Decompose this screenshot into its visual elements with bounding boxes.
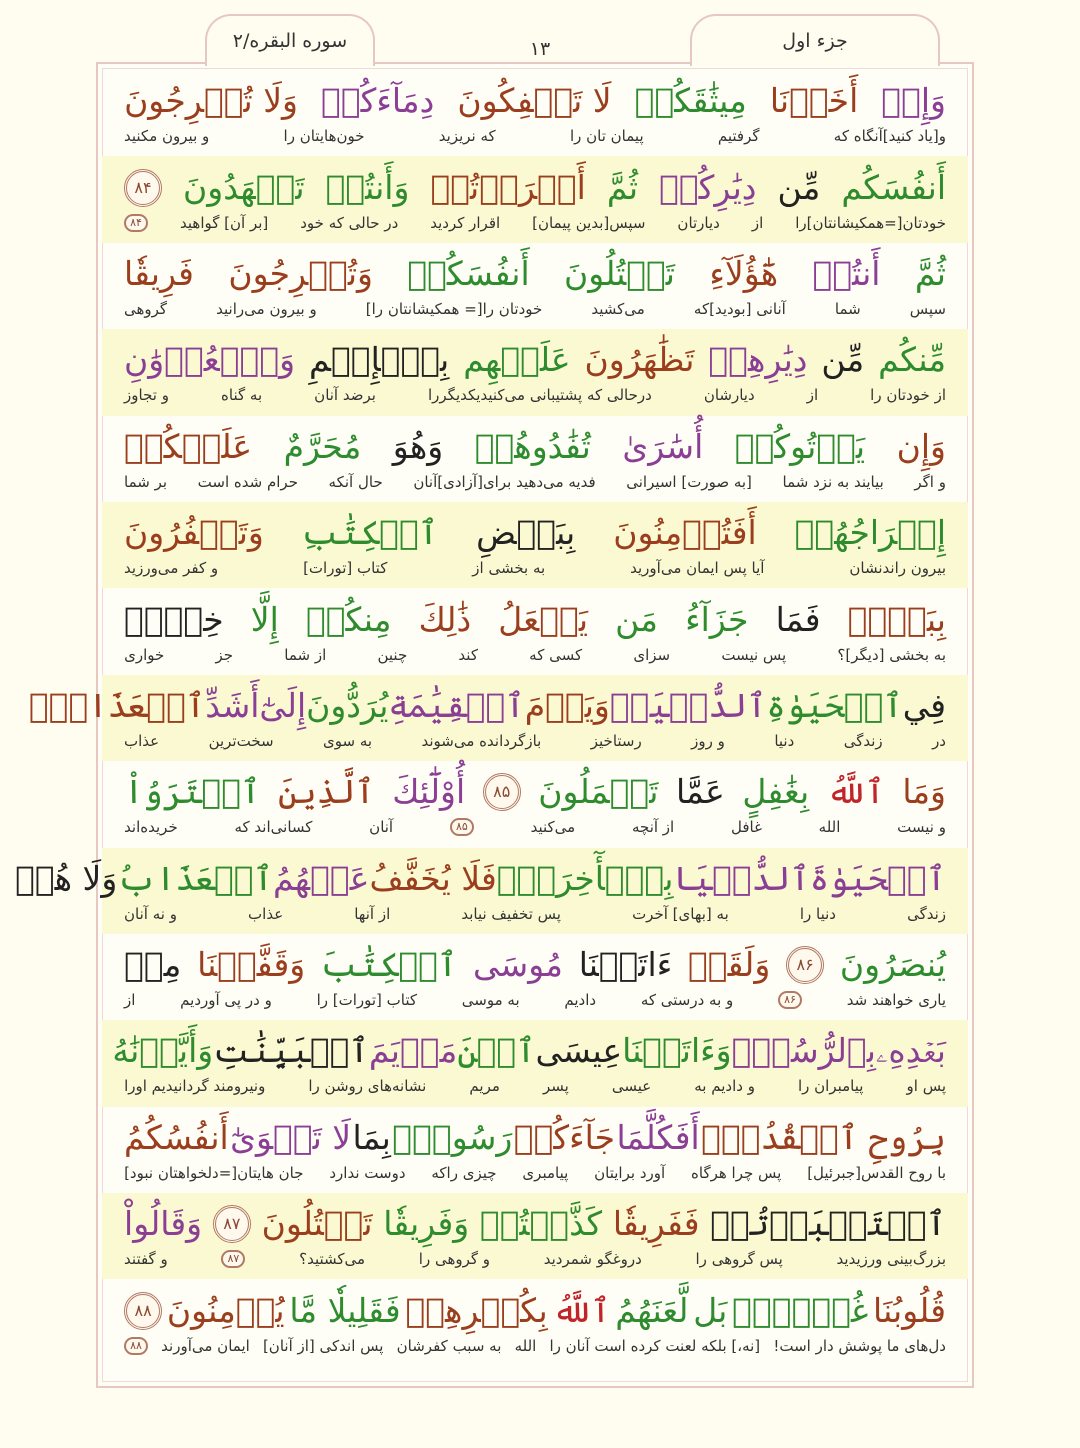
translation-word: دوست ندارد xyxy=(329,1163,406,1182)
arabic-word: فَلَا يُخَفَّفُ xyxy=(369,858,497,898)
arabic-line xyxy=(124,78,946,124)
translation-word: الله xyxy=(818,818,841,837)
translation-line xyxy=(124,988,946,1012)
translation-word: کتاب [تورات] را xyxy=(316,991,418,1010)
translation-word: با روح القدس[جبرئیل] xyxy=(807,1163,946,1182)
translation-word: به سبب کفرشان xyxy=(396,1336,502,1355)
translation-word: فدیه می‌دهید برای[آزادی]آنان xyxy=(413,472,596,491)
verse-row xyxy=(102,761,968,847)
arabic-word: لَا تَهۡوَىٰٓ xyxy=(230,1117,352,1157)
arabic-line xyxy=(124,510,946,556)
translation-word: بازگردانده می‌شوند xyxy=(421,731,542,750)
arabic-word: ٱللَّهُ xyxy=(552,1290,611,1330)
arabic-word: بِمَا xyxy=(352,1117,391,1157)
translation-word: حرام شده است xyxy=(197,472,298,491)
translation-word: کتاب [تورات] xyxy=(303,559,388,578)
arabic-word: بِبَعۡضِ xyxy=(476,513,576,553)
juz-tab xyxy=(690,14,940,66)
verse-row xyxy=(102,1279,968,1365)
translation-word: سپس xyxy=(909,299,946,318)
translation-word: دادیم xyxy=(564,991,597,1010)
translation-word: [بر آن] گواهید xyxy=(180,213,269,232)
arabic-word: بَل xyxy=(693,1290,728,1330)
translation-line xyxy=(124,211,946,235)
verse-row xyxy=(102,243,968,329)
arabic-word: أُسَٰرَىٰ xyxy=(622,426,704,466)
arabic-word: وَإِن xyxy=(896,426,946,466)
arabic-word: أَنفُسُكُمُ xyxy=(124,1117,229,1157)
arabic-word: ءَاتَيۡنَا xyxy=(578,945,673,985)
translation-line xyxy=(124,1334,946,1358)
translation-word: به بخشی [دیگر]؟ xyxy=(837,645,946,664)
arabic-word: قُلُوبُنَا xyxy=(873,1290,946,1330)
surah-label: سوره البقره/۲ xyxy=(232,30,348,52)
ayah-number-small: ۸۶ xyxy=(778,991,802,1009)
translation-word: بیرون راندنشان xyxy=(849,559,946,578)
arabic-word: يَأۡتُوكُمۡ xyxy=(734,426,866,466)
arabic-word: يَفۡعَلُ xyxy=(498,599,588,639)
arabic-word: إِلَّا xyxy=(250,599,279,639)
translation-word: از xyxy=(806,386,819,405)
arabic-word: ٱلدُّنۡيَا xyxy=(673,858,810,898)
arabic-word: غُلۡفُۢۚ xyxy=(732,1290,869,1330)
translation-word: می‌کشتید؟ xyxy=(299,1250,366,1269)
arabic-word: دِيَٰرِهِمۡ xyxy=(708,340,808,380)
translation-word: و کفر می‌ورزید xyxy=(124,559,219,578)
translation-word: می‌کنید xyxy=(530,818,576,837)
arabic-word: مَرۡيَمَ xyxy=(368,1031,458,1071)
arabic-word: عَلَيۡكُمۡ xyxy=(124,426,253,466)
arabic-word: تَعۡمَلُونَ xyxy=(538,772,659,812)
translation-word: حال آنکه xyxy=(328,472,383,491)
arabic-word: وَفَرِيقٗا xyxy=(383,1204,470,1244)
arabic-word: ٱلۡكِتَٰبِ xyxy=(301,513,439,553)
arabic-word: وَمَا xyxy=(902,772,946,812)
translation-word: گرفتیم xyxy=(717,127,760,146)
translation-word: و دادیم به xyxy=(694,1077,755,1096)
arabic-word: بِٱلۡأٓخِرَةِۖ xyxy=(496,858,674,898)
translation-word: می‌کشید xyxy=(591,299,645,318)
translation-word: به بخشی از xyxy=(472,559,546,578)
translation-word: در حالی که خود xyxy=(300,213,399,232)
arabic-word: وَقَفَّيۡنَا xyxy=(197,945,306,985)
ayah-number-marker: ۸۵ xyxy=(483,773,521,811)
arabic-line xyxy=(124,1288,946,1334)
arabic-word: يُرَدُّونَ xyxy=(306,685,389,725)
translation-line xyxy=(124,1247,946,1271)
translation-word: نشانه‌های روشن را xyxy=(308,1077,427,1096)
translation-word: الله xyxy=(514,1336,537,1355)
arabic-word: وَلَا تُخۡرِجُونَ xyxy=(124,81,298,121)
translation-word: چیزی راکه xyxy=(431,1163,497,1182)
translation-word: غافل xyxy=(730,818,762,837)
arabic-word: أَنتُمۡ xyxy=(812,253,881,293)
translation-word: از xyxy=(124,991,136,1010)
translation-line xyxy=(124,297,946,321)
arabic-word: ٱبۡنَ xyxy=(457,1031,536,1071)
translation-word: و[یاد کنید]آنگاه که xyxy=(833,127,946,146)
translation-line xyxy=(124,556,946,580)
arabic-word: ٱللَّهُ xyxy=(826,772,885,812)
verse-row xyxy=(102,1107,968,1193)
arabic-word: وَءَاتَيۡنَا xyxy=(622,1031,732,1071)
translation-word: از شما xyxy=(284,645,327,664)
arabic-word: مَن xyxy=(615,599,658,639)
translation-word: دروغگو شمردید xyxy=(543,1250,642,1269)
arabic-word: ٱلۡعَذَابِۗ xyxy=(28,685,206,725)
translation-word: پس اندکی [از آنان] xyxy=(262,1336,384,1355)
arabic-word: بِغَٰفِلٍ xyxy=(742,772,810,812)
translation-word: دیارتان xyxy=(677,213,720,232)
ayah-number-marker: ۸۷ xyxy=(213,1205,251,1243)
arabic-word: أَنفُسَكُمۡ xyxy=(407,253,530,293)
verse-row xyxy=(102,156,968,242)
arabic-word: مِّن xyxy=(777,167,821,207)
translation-word: و تجاوز xyxy=(124,386,169,405)
arabic-word: أَقۡرَرۡتُمۡ xyxy=(430,167,586,207)
translation-word: یاری خواهند شد xyxy=(846,991,946,1010)
arabic-word: وَلَا هُمۡ xyxy=(15,858,118,898)
translation-word: پس گروهی را xyxy=(695,1250,783,1269)
translation-word: زندگی xyxy=(907,904,946,923)
arabic-word: وَلَقَدۡ xyxy=(688,945,771,985)
translation-line xyxy=(124,815,946,839)
arabic-word: ٱلۡحَيَوٰةِ xyxy=(766,685,903,725)
surah-tab xyxy=(205,14,375,66)
juz-label: جزء اول xyxy=(782,30,848,52)
translation-line xyxy=(124,643,946,667)
arabic-word: أَفَكُلَّمَا xyxy=(616,1117,700,1157)
translation-line xyxy=(124,124,946,148)
ayah-number-marker: ۸۴ xyxy=(124,169,162,207)
translation-line xyxy=(124,1074,946,1098)
translation-word: بیایند به نزد شما xyxy=(782,472,884,491)
arabic-word: تَقۡتُلُونَ xyxy=(261,1204,373,1244)
arabic-word: فَفَرِيقٗا xyxy=(612,1204,700,1244)
translation-word: و روز xyxy=(691,731,725,750)
arabic-word: وَإِذۡ xyxy=(881,81,946,121)
arabic-line xyxy=(124,251,946,297)
translation-word: سزای xyxy=(633,645,671,664)
verse-row xyxy=(28,675,968,761)
arabic-word: وَٱلۡعُدۡوَٰنِ xyxy=(124,340,296,380)
arabic-word: لَّعَنَهُمُ xyxy=(615,1290,689,1330)
arabic-word: رَسُولُۢ xyxy=(392,1117,513,1157)
ayah-number-marker: ۸۸ xyxy=(124,1292,162,1330)
arabic-word: ٱلۡبَيِّنَٰتِ xyxy=(213,1031,369,1071)
translation-word: ایمان می‌آورند xyxy=(161,1336,250,1355)
arabic-line xyxy=(124,942,946,988)
translation-word: به گناه xyxy=(221,386,263,405)
translation-word: و بیرون مکنید xyxy=(124,127,210,146)
arabic-word: دِمَآءَكُمۡ xyxy=(321,81,435,121)
arabic-word: مُوسَى xyxy=(473,945,563,985)
arabic-word: وَهُوَ xyxy=(392,426,444,466)
arabic-word: جَزَآءُ xyxy=(685,599,749,639)
arabic-word: مِنۢ xyxy=(124,945,182,985)
translation-word: گروهی xyxy=(124,299,168,318)
arabic-word: فَرِيقٗا xyxy=(124,253,194,293)
translation-word: به سوی xyxy=(323,731,373,750)
arabic-line xyxy=(124,165,946,211)
translation-word: عذاب xyxy=(124,731,160,750)
page-number: ۱۳ xyxy=(529,38,551,60)
arabic-word: أَفَتُؤۡمِنُونَ xyxy=(613,513,757,553)
translation-word: و گروهی را xyxy=(418,1250,491,1269)
translation-word: و نه آنان xyxy=(124,904,177,923)
translation-word: عیسی xyxy=(611,1077,652,1096)
arabic-word: إِخۡرَاجُهُمۡ xyxy=(794,513,946,553)
ayah-number-marker: ۸۶ xyxy=(786,946,824,984)
arabic-word: يُنصَرُونَ xyxy=(839,945,946,985)
translation-word: سپس[بدین پیمان] xyxy=(532,213,646,232)
arabic-word: أُوْلَٰٓئِكَ xyxy=(392,772,466,812)
translation-word: و اگر xyxy=(914,472,946,491)
translation-word: درحالی که پشتیبانی می‌کنیدیکدیگررا xyxy=(427,386,652,405)
arabic-word: عِيسَى xyxy=(535,1031,623,1071)
arabic-word: وَيَوۡمَ xyxy=(524,685,610,725)
translation-word: رستاخیز xyxy=(590,731,642,750)
arabic-line xyxy=(15,856,946,902)
verse-row xyxy=(102,934,968,1020)
translation-word: خون‌هایتان را xyxy=(283,127,365,146)
verse-rows xyxy=(15,70,968,1366)
arabic-word: خِزۡيٞ xyxy=(124,599,224,639)
arabic-word: فِي xyxy=(902,685,946,725)
translation-word: پیمان تان را xyxy=(569,127,644,146)
translation-word: دیارشان xyxy=(703,386,755,405)
arabic-word: بِكُفۡرِهِمۡ xyxy=(405,1290,548,1330)
arabic-word: مِنكُمۡ xyxy=(305,599,392,639)
arabic-word: تَقۡتُلُونَ xyxy=(564,253,675,293)
arabic-word: كَذَّبۡتُمۡ xyxy=(479,1204,603,1244)
verse-row xyxy=(102,588,968,674)
translation-word: دل‌های ما پوشش دار است! xyxy=(773,1336,946,1355)
arabic-word: إِلَىٰٓ xyxy=(259,685,307,725)
verse-row xyxy=(102,502,968,588)
arabic-word: ٱسۡتَكۡبَرۡتُمۡ xyxy=(710,1204,946,1244)
arabic-word: بِرُوحِ ٱلۡقُدُسِۗ xyxy=(701,1117,946,1157)
arabic-word: مُحَرَّمٌ xyxy=(283,426,362,466)
verse-row xyxy=(102,329,968,415)
translation-word: اقرار کردید xyxy=(430,213,501,232)
translation-word: دنیا را xyxy=(799,904,836,923)
translation-word: ونیرومند گردانیدیم اورا xyxy=(124,1077,266,1096)
translation-word: و گفتند xyxy=(124,1250,168,1269)
translation-word: جان هایتان[=دلخواهتان نبود] xyxy=(124,1163,304,1182)
translation-word: [نه،] بلکه لعنت کرده است آنان را xyxy=(549,1336,761,1355)
translation-word: از xyxy=(751,213,764,232)
arabic-word: وَتُخۡرِجُونَ xyxy=(228,253,373,293)
arabic-word: ٱلۡعَذَابُ xyxy=(117,858,273,898)
arabic-line xyxy=(28,683,946,729)
arabic-word: وَأَنتُمۡ xyxy=(325,167,410,207)
verse-row xyxy=(15,848,968,934)
translation-word: دنیا xyxy=(774,731,795,750)
translation-word: و بیرون می‌رانید xyxy=(216,299,317,318)
arabic-line xyxy=(124,597,946,643)
translation-word: به [بهای] آخرت xyxy=(632,904,729,923)
translation-word: پس نیست xyxy=(721,645,787,664)
arabic-word: فَقَلِيلٗا مَّا xyxy=(289,1290,401,1330)
arabic-word: تَظَٰهَرُونَ xyxy=(584,340,695,380)
translation-word: جز xyxy=(215,645,234,664)
translation-word: از آنها xyxy=(354,904,391,923)
translation-line xyxy=(124,470,946,494)
verse-row xyxy=(102,70,968,156)
arabic-word: بِٱلرُّسُلِۖ xyxy=(731,1031,876,1071)
arabic-word: ٱلَّذِينَ xyxy=(277,772,375,812)
translation-word: بر شما xyxy=(124,472,168,491)
translation-word: پس تخفیف نیابد xyxy=(461,904,561,923)
arabic-line xyxy=(124,1115,946,1161)
arabic-word: جَآءَكُمۡ xyxy=(513,1117,616,1157)
translation-word: پیامبری xyxy=(522,1163,569,1182)
translation-word: از آنچه xyxy=(631,818,675,837)
arabic-word: بِٱلۡإِثۡمِ xyxy=(309,340,450,380)
translation-word: آنان xyxy=(369,818,394,837)
translation-word: چنین xyxy=(377,645,408,664)
arabic-word: عَنۡهُمُ xyxy=(272,858,370,898)
translation-line xyxy=(124,902,946,926)
verse-row xyxy=(102,1193,968,1279)
arabic-word: بَعۡدِهِۦ xyxy=(875,1031,946,1071)
arabic-word: يُؤۡمِنُونَ xyxy=(166,1290,285,1330)
arabic-line xyxy=(112,1028,946,1074)
translation-word: آیا پس ایمان می‌آورید xyxy=(630,559,765,578)
arabic-word: عَلَيۡهِم xyxy=(463,340,571,380)
arabic-word: ٱلدُّنۡيَاۖ xyxy=(609,685,767,725)
arabic-word: مِّن xyxy=(821,340,865,380)
arabic-word: ٱشۡتَرَوُاْ xyxy=(124,772,261,812)
ayah-number-small: ۸۵ xyxy=(450,818,474,836)
translation-word: که نریزید xyxy=(438,127,496,146)
translation-word: پس چرا هرگاه xyxy=(691,1163,782,1182)
translation-line xyxy=(124,729,946,753)
arabic-word: هَٰٓؤُلَآءِ xyxy=(709,253,779,293)
arabic-line xyxy=(124,769,946,815)
translation-word: [به صورت] اسیرانی xyxy=(626,472,752,491)
arabic-word: وَأَيَّدۡنَٰهُ xyxy=(112,1031,214,1071)
arabic-word: وَقَالُواْ xyxy=(124,1204,203,1244)
verse-row xyxy=(102,1020,968,1106)
arabic-word: فَمَا xyxy=(775,599,821,639)
translation-word: کسانی‌اند که xyxy=(234,818,313,837)
verse-row xyxy=(102,416,968,502)
translation-word: شما xyxy=(834,299,861,318)
arabic-word: مِّنكُم xyxy=(878,340,946,380)
translation-word: پسر xyxy=(542,1077,569,1096)
arabic-word: عَمَّا xyxy=(675,772,725,812)
arabic-word: تَشۡهَدُونَ xyxy=(183,167,305,207)
ayah-number-small: ۸۷ xyxy=(221,1250,245,1268)
translation-word: سخت‌ترین xyxy=(208,731,274,750)
translation-word: کسی که xyxy=(529,645,583,664)
translation-word: برضد آنان xyxy=(314,386,376,405)
arabic-line xyxy=(124,1201,946,1247)
arabic-word: أَشَدِّ xyxy=(205,685,260,725)
translation-word: آنانی [بودید]که xyxy=(693,299,786,318)
arabic-word: مِيثَٰقَكُمۡ xyxy=(634,81,747,121)
translation-word: و نیست xyxy=(897,818,946,837)
arabic-word: أَنفُسَكُم xyxy=(841,167,946,207)
arabic-word: ٱلۡكِتَٰبَ xyxy=(320,945,458,985)
translation-word: پس او xyxy=(906,1077,946,1096)
ayah-number-small: ۸۸ xyxy=(124,1337,148,1355)
arabic-word: دِيَٰرِكُمۡ xyxy=(659,167,757,207)
translation-word: عذاب xyxy=(248,904,284,923)
arabic-word: ذَٰلِكَ xyxy=(418,599,472,639)
translation-word: بزرگ‌بینی ورزیدید xyxy=(836,1250,946,1269)
arabic-word: بِبَعۡضٖ xyxy=(847,599,946,639)
translation-word: زندگی xyxy=(843,731,883,750)
arabic-word: ٱلۡحَيَوٰةَ xyxy=(809,858,946,898)
arabic-line xyxy=(124,424,946,470)
arabic-word: وَتَكۡفُرُونَ xyxy=(124,513,264,553)
translation-word: مریم xyxy=(469,1077,500,1096)
translation-line xyxy=(124,1161,946,1185)
translation-word: خواری xyxy=(124,645,165,664)
arabic-word: لَا تَسۡفِكُونَ xyxy=(457,81,612,121)
arabic-word: أَخَذۡنَا xyxy=(769,81,859,121)
translation-word: کند xyxy=(458,645,478,664)
translation-word: خودتان[=همکیشانتان]را xyxy=(795,213,946,232)
arabic-word: تُفَٰدُوهُمۡ xyxy=(474,426,591,466)
translation-word: خودتان را[= همکیشانتان را] xyxy=(365,299,543,318)
arabic-word: ثُمَّ xyxy=(914,253,946,293)
translation-line xyxy=(124,383,946,407)
translation-word: و به درستی که xyxy=(640,991,734,1010)
translation-word: پیامبران را xyxy=(797,1077,864,1096)
arabic-word: ٱلۡقِيَٰمَةِ xyxy=(388,685,525,725)
translation-word: خریده‌اند xyxy=(124,818,178,837)
ayah-number-small: ۸۴ xyxy=(124,214,148,232)
arabic-line xyxy=(124,337,946,383)
translation-word: و در پی آوردیم xyxy=(180,991,272,1010)
arabic-word: ثُمَّ xyxy=(606,167,639,207)
translation-word: آورد برایتان xyxy=(594,1163,666,1182)
translation-word: از خودتان را xyxy=(870,386,946,405)
translation-word: در xyxy=(932,731,946,750)
translation-word: به موسی xyxy=(461,991,520,1010)
